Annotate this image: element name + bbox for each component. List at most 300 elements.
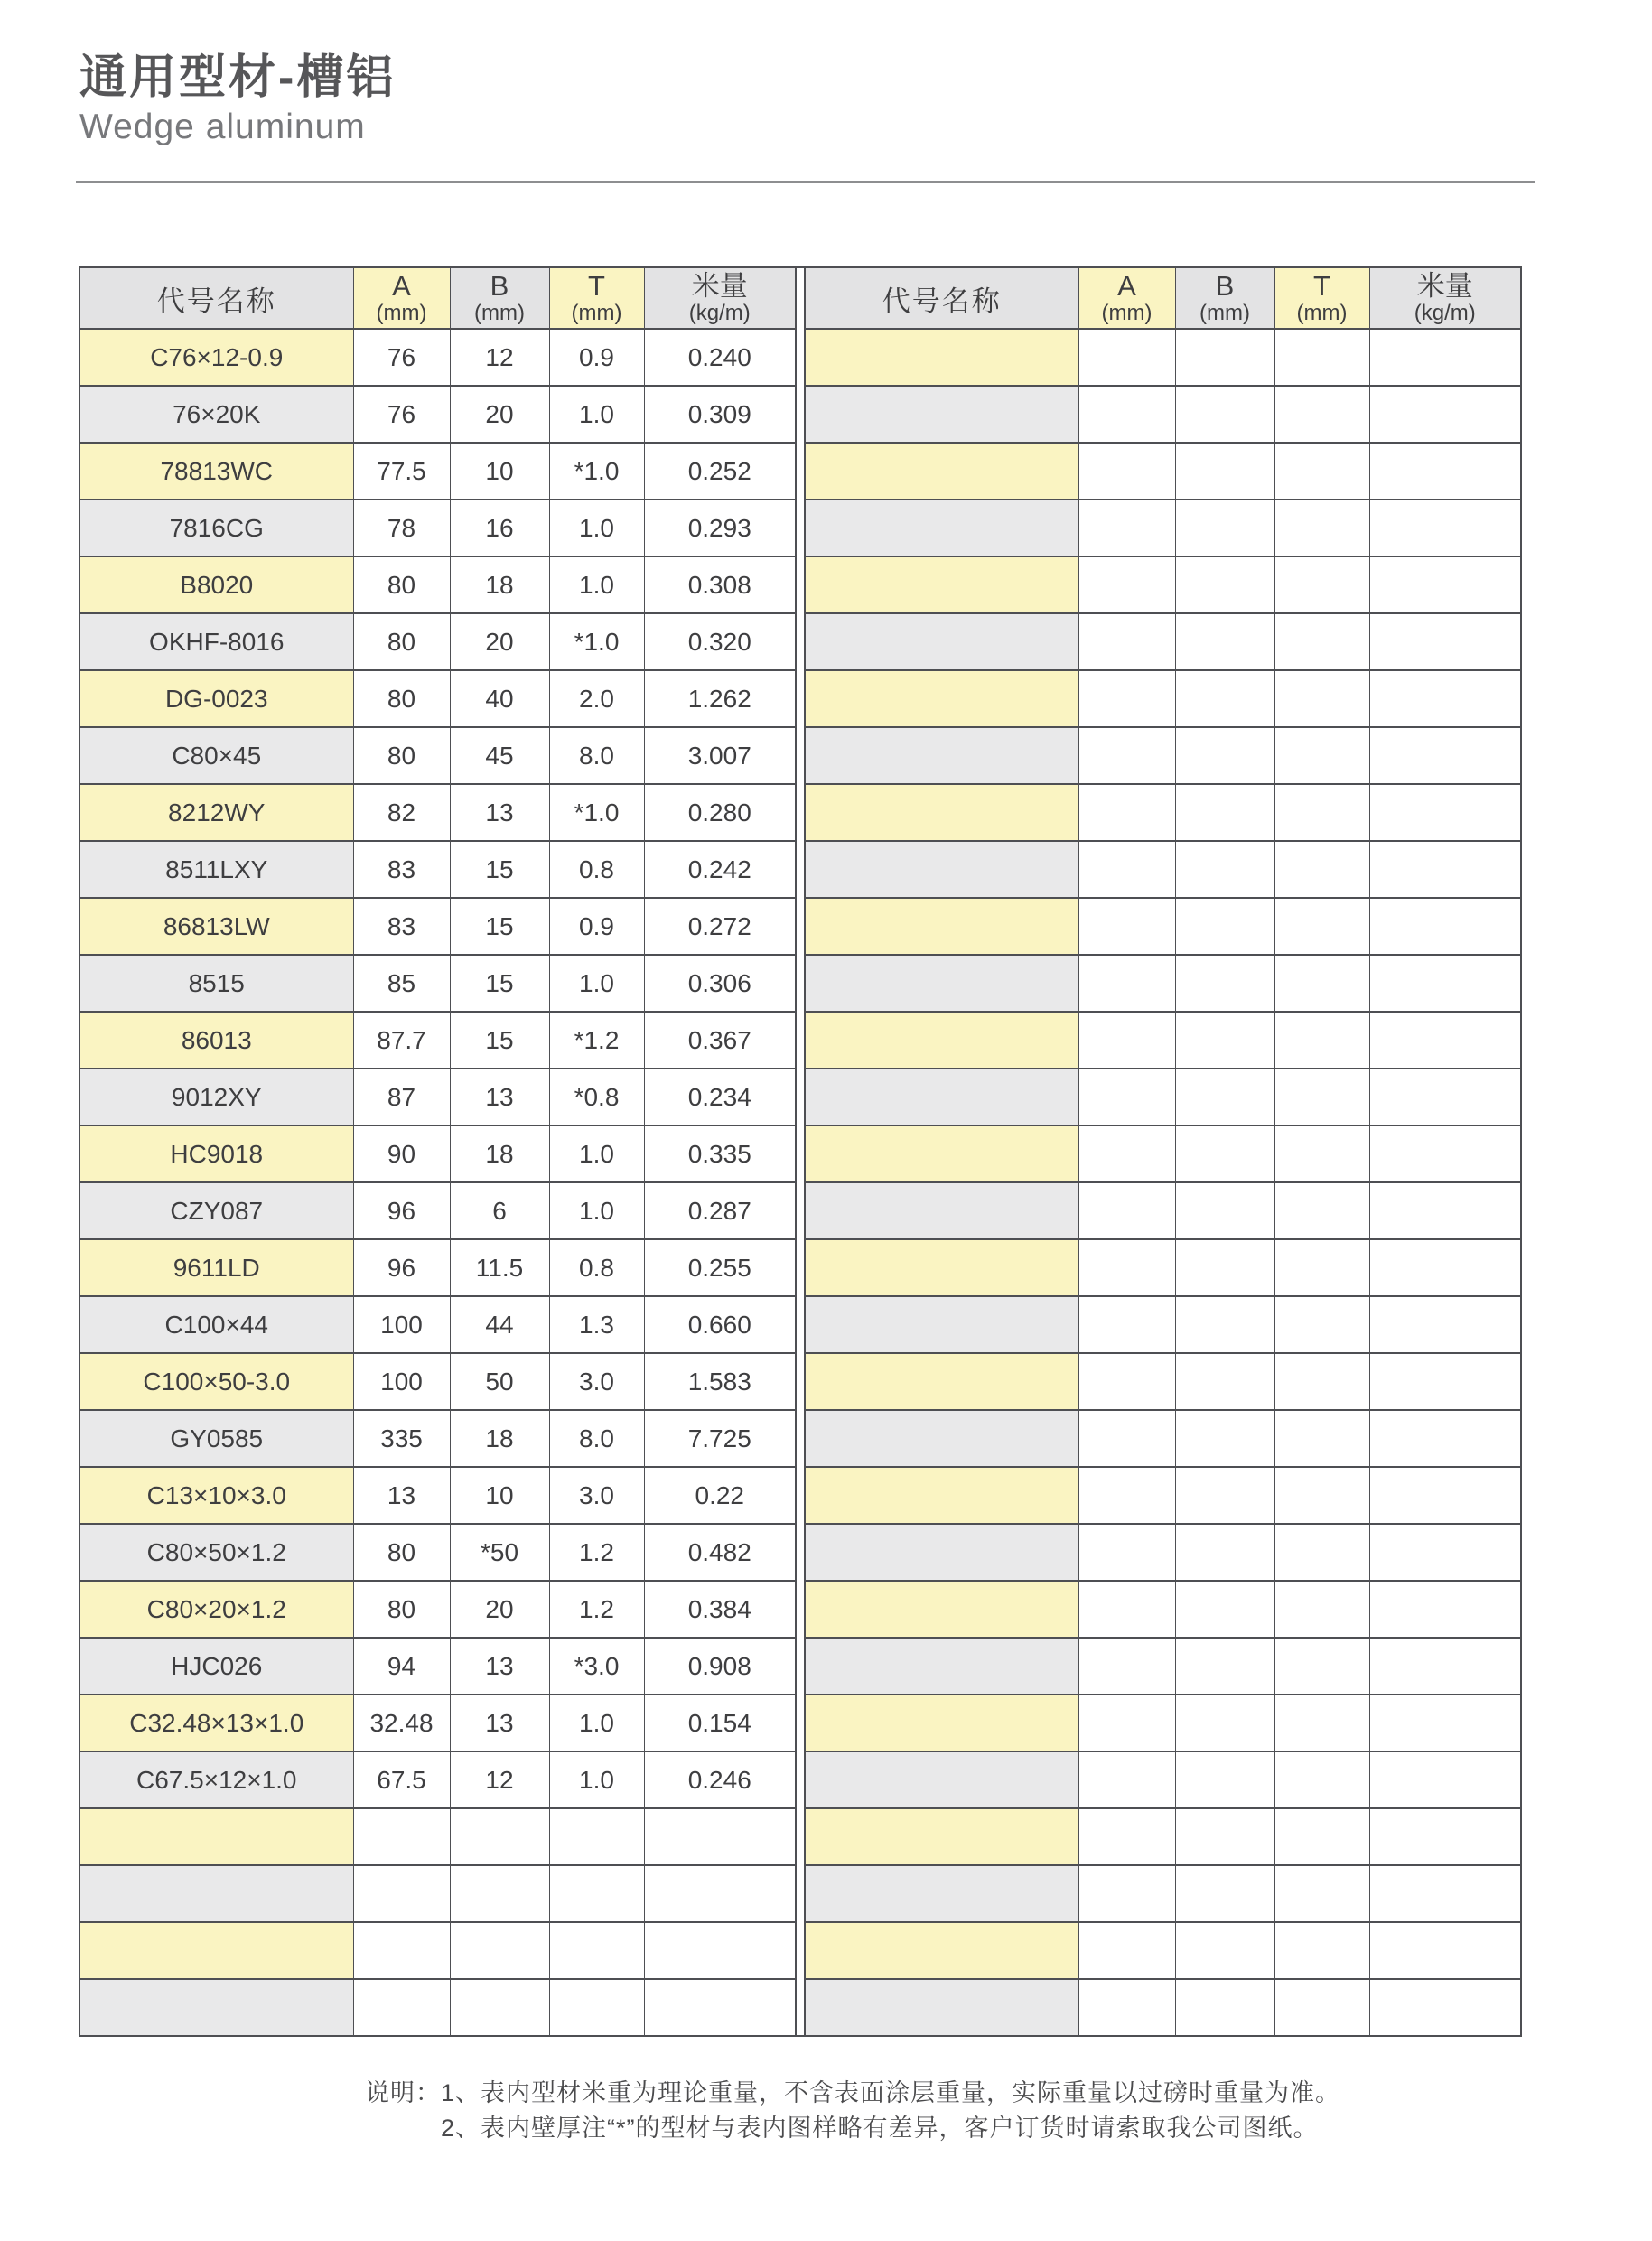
cell-t: 1.0: [549, 556, 644, 613]
table-row: [805, 898, 1521, 955]
cell-t: 8.0: [549, 1410, 644, 1467]
cell-t: [549, 1979, 644, 2036]
cell-t: 1.2: [549, 1581, 644, 1638]
cell-b: [1175, 556, 1274, 613]
cell-t: *3.0: [549, 1638, 644, 1695]
cell-t: [1274, 1865, 1369, 1922]
cell-a: [353, 1865, 450, 1922]
cell-a: [1078, 1751, 1175, 1808]
cell-m: 0.482: [644, 1524, 796, 1581]
col-header-meter-weight: 米量 (kg/m): [644, 267, 796, 329]
cell-a: [1078, 1125, 1175, 1182]
cell-name: [805, 1751, 1078, 1808]
cell-m: [1369, 1353, 1521, 1410]
col-header-b: B (mm): [450, 267, 549, 329]
cell-name: [805, 1467, 1078, 1524]
notes: [365, 2076, 1340, 2146]
cell-name: [805, 955, 1078, 1012]
table-row: [79, 1012, 796, 1069]
cell-a: [1078, 1467, 1175, 1524]
col-header-t: T (mm): [1274, 267, 1369, 329]
cell-m: 0.320: [644, 613, 796, 670]
table-row: [79, 500, 796, 556]
table-row: [79, 1865, 796, 1922]
note-line: 2、表内壁厚注“*”的型材与表内图样略有差异，客户订货时请索取我公司图纸。: [441, 2115, 1319, 2143]
cell-name: C80×20×1.2: [79, 1581, 353, 1638]
notes-items: [441, 2076, 1340, 2146]
cell-t: 1.0: [549, 1751, 644, 1808]
cell-b: 18: [450, 1125, 549, 1182]
table-row: [805, 1979, 1521, 2036]
cell-m: [1369, 670, 1521, 727]
cell-t: [1274, 670, 1369, 727]
cell-name: 9611LD: [79, 1239, 353, 1296]
table-row: [79, 443, 796, 500]
table-row: [805, 1808, 1521, 1865]
cell-name: [805, 1296, 1078, 1353]
cell-t: 1.0: [549, 386, 644, 443]
cell-b: [1175, 500, 1274, 556]
cell-a: [1078, 1296, 1175, 1353]
cell-m: 0.255: [644, 1239, 796, 1296]
cell-a: [1078, 1581, 1175, 1638]
cell-m: 0.280: [644, 784, 796, 841]
cell-m: 1.262: [644, 670, 796, 727]
cell-m: [1369, 1581, 1521, 1638]
cell-a: 87.7: [353, 1012, 450, 1069]
table-row: [805, 443, 1521, 500]
cell-a: [1078, 841, 1175, 898]
cell-a: 100: [353, 1353, 450, 1410]
cell-a: [1078, 898, 1175, 955]
cell-m: 0.367: [644, 1012, 796, 1069]
cell-a: [1078, 1524, 1175, 1581]
cell-b: [450, 1979, 549, 2036]
cell-b: [1175, 1012, 1274, 1069]
table-row: [79, 1125, 796, 1182]
page-title: 通用型材-槽铝: [79, 51, 397, 104]
cell-m: 0.660: [644, 1296, 796, 1353]
cell-name: [805, 784, 1078, 841]
cell-a: [1078, 955, 1175, 1012]
table-row: [805, 670, 1521, 727]
cell-a: [1078, 500, 1175, 556]
cell-a: [1078, 1012, 1175, 1069]
cell-name: [805, 1410, 1078, 1467]
table-row: [805, 1865, 1521, 1922]
cell-b: [1175, 1808, 1274, 1865]
table-row: [79, 556, 796, 613]
cell-name: [805, 1125, 1078, 1182]
cell-t: [1274, 1239, 1369, 1296]
cell-a: [1078, 1979, 1175, 2036]
table-row: [79, 386, 796, 443]
cell-t: 0.8: [549, 1239, 644, 1296]
cell-t: [1274, 1922, 1369, 1979]
cell-name: [79, 1922, 353, 1979]
table-row: [805, 1410, 1521, 1467]
cell-a: [1078, 386, 1175, 443]
cell-b: [1175, 329, 1274, 386]
cell-name: [805, 1012, 1078, 1069]
cell-m: [1369, 613, 1521, 670]
cell-name: DG-0023: [79, 670, 353, 727]
spec-tables: [79, 266, 1522, 2037]
cell-t: [1274, 1069, 1369, 1125]
cell-name: CZY087: [79, 1182, 353, 1239]
cell-m: [1369, 386, 1521, 443]
table-row: [79, 329, 796, 386]
table-row: [805, 500, 1521, 556]
cell-t: 3.0: [549, 1353, 644, 1410]
cell-b: [1175, 1182, 1274, 1239]
cell-m: 0.154: [644, 1695, 796, 1751]
cell-a: 96: [353, 1239, 450, 1296]
table-row: [79, 1182, 796, 1239]
cell-a: 94: [353, 1638, 450, 1695]
cell-t: [1274, 329, 1369, 386]
cell-b: [1175, 386, 1274, 443]
cell-m: [1369, 784, 1521, 841]
cell-b: [1175, 1979, 1274, 2036]
cell-name: 9012XY: [79, 1069, 353, 1125]
cell-t: [1274, 841, 1369, 898]
notes-label: 说明：: [365, 2079, 441, 2106]
cell-m: 0.22: [644, 1467, 796, 1524]
cell-t: [1274, 1808, 1369, 1865]
cell-b: 13: [450, 1069, 549, 1125]
cell-t: [1274, 1467, 1369, 1524]
cell-m: [1369, 1865, 1521, 1922]
cell-a: 32.48: [353, 1695, 450, 1751]
cell-name: [805, 1922, 1078, 1979]
cell-b: [1175, 841, 1274, 898]
cell-b: [1175, 1581, 1274, 1638]
cell-b: 18: [450, 556, 549, 613]
cell-t: [1274, 1979, 1369, 2036]
cell-name: 86013: [79, 1012, 353, 1069]
cell-b: 13: [450, 1695, 549, 1751]
cell-name: 8515: [79, 955, 353, 1012]
cell-a: 83: [353, 841, 450, 898]
cell-b: [1175, 1069, 1274, 1125]
cell-name: [805, 841, 1078, 898]
cell-name: 86813LW: [79, 898, 353, 955]
table-row: [79, 1751, 796, 1808]
cell-name: 78813WC: [79, 443, 353, 500]
cell-name: 8511LXY: [79, 841, 353, 898]
cell-m: [1369, 1524, 1521, 1581]
table-row: [805, 1751, 1521, 1808]
cell-t: [1274, 1751, 1369, 1808]
cell-name: [805, 1581, 1078, 1638]
cell-b: 10: [450, 1467, 549, 1524]
cell-t: 2.0: [549, 670, 644, 727]
cell-name: [79, 1865, 353, 1922]
cell-m: [644, 1922, 796, 1979]
cell-b: [450, 1865, 549, 1922]
table-row: [805, 1012, 1521, 1069]
cell-a: [1078, 329, 1175, 386]
cell-m: [644, 1979, 796, 2036]
cell-b: 20: [450, 613, 549, 670]
cell-t: 1.0: [549, 1125, 644, 1182]
table-row: [79, 1979, 796, 2036]
cell-m: [1369, 898, 1521, 955]
cell-t: [549, 1808, 644, 1865]
title-block: [79, 52, 396, 148]
table-row: [79, 1524, 796, 1581]
cell-a: 80: [353, 670, 450, 727]
table-row: [79, 898, 796, 955]
table-row: [79, 1467, 796, 1524]
table-row: [805, 1296, 1521, 1353]
col-header-t: T (mm): [549, 267, 644, 329]
cell-a: 80: [353, 1581, 450, 1638]
cell-m: [1369, 955, 1521, 1012]
cell-t: 1.0: [549, 955, 644, 1012]
cell-m: [1369, 1125, 1521, 1182]
cell-m: [644, 1865, 796, 1922]
title-divider: [76, 181, 1535, 183]
cell-a: [1078, 1410, 1175, 1467]
cell-a: 80: [353, 1524, 450, 1581]
cell-m: [1369, 1296, 1521, 1353]
table-row: [805, 841, 1521, 898]
cell-t: [1274, 955, 1369, 1012]
cell-b: 18: [450, 1410, 549, 1467]
table-row: [79, 1581, 796, 1638]
cell-m: [1369, 1239, 1521, 1296]
cell-t: [1274, 1410, 1369, 1467]
spec-table-right: [804, 266, 1522, 2037]
cell-name: C67.5×12×1.0: [79, 1751, 353, 1808]
table-body-left: [79, 329, 796, 2036]
cell-a: [1078, 670, 1175, 727]
cell-b: [1175, 1695, 1274, 1751]
cell-t: 1.0: [549, 500, 644, 556]
cell-t: [549, 1922, 644, 1979]
table-row: [805, 727, 1521, 784]
table-header: [79, 267, 796, 329]
cell-b: 15: [450, 955, 549, 1012]
cell-name: 8212WY: [79, 784, 353, 841]
cell-b: 50: [450, 1353, 549, 1410]
cell-b: [450, 1808, 549, 1865]
cell-b: 45: [450, 727, 549, 784]
cell-m: 0.246: [644, 1751, 796, 1808]
cell-m: [1369, 1467, 1521, 1524]
cell-m: [644, 1808, 796, 1865]
cell-b: [1175, 1296, 1274, 1353]
cell-t: [1274, 500, 1369, 556]
cell-a: [1078, 1353, 1175, 1410]
cell-b: 13: [450, 1638, 549, 1695]
cell-m: 0.240: [644, 329, 796, 386]
cell-name: OKHF-8016: [79, 613, 353, 670]
cell-t: [1274, 1638, 1369, 1695]
cell-b: [1175, 1524, 1274, 1581]
cell-b: [1175, 1922, 1274, 1979]
cell-a: [1078, 727, 1175, 784]
cell-b: [1175, 784, 1274, 841]
cell-b: 20: [450, 386, 549, 443]
table-row: [805, 1922, 1521, 1979]
table-row: [805, 1695, 1521, 1751]
cell-b: 6: [450, 1182, 549, 1239]
cell-a: [353, 1979, 450, 2036]
table-row: [79, 1239, 796, 1296]
table-row: [805, 1069, 1521, 1125]
cell-a: 335: [353, 1410, 450, 1467]
cell-b: [1175, 443, 1274, 500]
cell-t: [1274, 1125, 1369, 1182]
cell-name: C100×44: [79, 1296, 353, 1353]
page-subtitle: Wedge aluminum: [79, 107, 366, 147]
cell-t: [1274, 386, 1369, 443]
col-header-a: A (mm): [1078, 267, 1175, 329]
table-row: [805, 1581, 1521, 1638]
cell-b: *50: [450, 1524, 549, 1581]
cell-name: [805, 1808, 1078, 1865]
table-row: [79, 1922, 796, 1979]
cell-m: [1369, 1638, 1521, 1695]
cell-t: 1.0: [549, 1182, 644, 1239]
cell-b: 15: [450, 1012, 549, 1069]
cell-name: HJC026: [79, 1638, 353, 1695]
cell-m: 0.234: [644, 1069, 796, 1125]
cell-t: [1274, 1182, 1369, 1239]
cell-b: [1175, 1125, 1274, 1182]
cell-b: 20: [450, 1581, 549, 1638]
table-row: [805, 1125, 1521, 1182]
cell-a: 67.5: [353, 1751, 450, 1808]
cell-a: [1078, 1865, 1175, 1922]
table-row: [805, 556, 1521, 613]
table-row: [805, 1638, 1521, 1695]
table-row: [805, 1353, 1521, 1410]
col-header-a: A (mm): [353, 267, 450, 329]
cell-b: 16: [450, 500, 549, 556]
cell-m: 0.384: [644, 1581, 796, 1638]
cell-m: [1369, 727, 1521, 784]
cell-m: [1369, 1695, 1521, 1751]
cell-a: 13: [353, 1467, 450, 1524]
cell-b: [1175, 1239, 1274, 1296]
cell-t: 0.8: [549, 841, 644, 898]
cell-b: 13: [450, 784, 549, 841]
cell-m: 0.242: [644, 841, 796, 898]
cell-a: 83: [353, 898, 450, 955]
cell-b: 40: [450, 670, 549, 727]
table-row: [805, 613, 1521, 670]
cell-b: 15: [450, 898, 549, 955]
cell-m: [1369, 1410, 1521, 1467]
cell-m: 7.725: [644, 1410, 796, 1467]
cell-m: 3.007: [644, 727, 796, 784]
cell-t: 3.0: [549, 1467, 644, 1524]
cell-name: 76×20K: [79, 386, 353, 443]
table-gap-divider: [797, 266, 804, 2037]
cell-name: C80×50×1.2: [79, 1524, 353, 1581]
table-row: [79, 955, 796, 1012]
cell-b: [1175, 1410, 1274, 1467]
cell-b: 10: [450, 443, 549, 500]
cell-a: 80: [353, 556, 450, 613]
cell-a: 85: [353, 955, 450, 1012]
table-row: [805, 1467, 1521, 1524]
cell-b: [1175, 955, 1274, 1012]
cell-m: [1369, 1751, 1521, 1808]
cell-name: [805, 556, 1078, 613]
cell-a: [1078, 1239, 1175, 1296]
cell-b: [1175, 1865, 1274, 1922]
cell-t: *1.0: [549, 443, 644, 500]
cell-name: [805, 1865, 1078, 1922]
cell-name: C76×12-0.9: [79, 329, 353, 386]
cell-name: [805, 386, 1078, 443]
cell-b: 11.5: [450, 1239, 549, 1296]
cell-a: 100: [353, 1296, 450, 1353]
cell-m: [1369, 500, 1521, 556]
cell-a: 87: [353, 1069, 450, 1125]
col-header-meter-weight: 米量 (kg/m): [1369, 267, 1521, 329]
cell-m: 0.306: [644, 955, 796, 1012]
cell-m: 0.287: [644, 1182, 796, 1239]
table-row: [79, 613, 796, 670]
cell-t: [1274, 443, 1369, 500]
cell-name: 7816CG: [79, 500, 353, 556]
spec-table-left: [79, 266, 797, 2037]
cell-m: [1369, 1182, 1521, 1239]
cell-a: 96: [353, 1182, 450, 1239]
cell-name: [805, 1979, 1078, 2036]
col-header-b: B (mm): [1175, 267, 1274, 329]
cell-name: C100×50-3.0: [79, 1353, 353, 1410]
cell-a: [1078, 1695, 1175, 1751]
cell-a: [1078, 1069, 1175, 1125]
cell-m: [1369, 556, 1521, 613]
table-row: [79, 784, 796, 841]
cell-m: 1.583: [644, 1353, 796, 1410]
cell-t: *1.2: [549, 1012, 644, 1069]
cell-name: C13×10×3.0: [79, 1467, 353, 1524]
cell-b: [450, 1922, 549, 1979]
table-row: [79, 670, 796, 727]
cell-t: [1274, 556, 1369, 613]
cell-t: 0.9: [549, 898, 644, 955]
cell-m: 0.908: [644, 1638, 796, 1695]
cell-a: [353, 1808, 450, 1865]
table-row: [79, 1695, 796, 1751]
table-row: [805, 1182, 1521, 1239]
cell-t: *0.8: [549, 1069, 644, 1125]
cell-m: [1369, 443, 1521, 500]
cell-m: [1369, 1069, 1521, 1125]
cell-name: [79, 1808, 353, 1865]
cell-m: 0.309: [644, 386, 796, 443]
cell-m: 0.335: [644, 1125, 796, 1182]
table-row: [805, 784, 1521, 841]
cell-t: *1.0: [549, 613, 644, 670]
cell-a: [1078, 1922, 1175, 1979]
cell-b: [1175, 670, 1274, 727]
table-row: [805, 1239, 1521, 1296]
cell-a: 77.5: [353, 443, 450, 500]
table-row: [805, 955, 1521, 1012]
cell-t: [549, 1865, 644, 1922]
cell-a: 78: [353, 500, 450, 556]
